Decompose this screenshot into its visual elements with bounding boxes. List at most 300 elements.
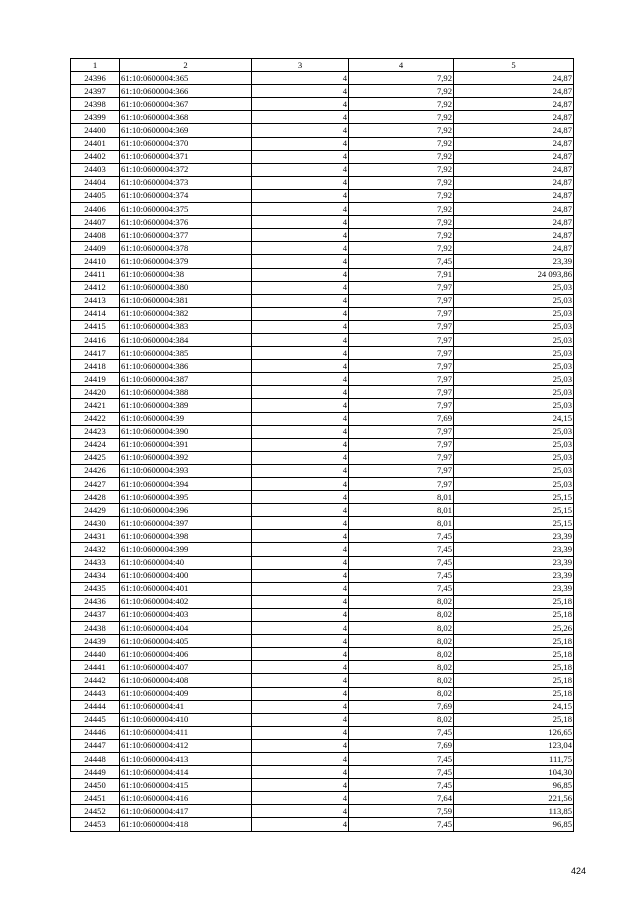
cadastral-number-cell: 61:10:0600004:380 xyxy=(120,281,252,294)
cadastral-number-cell: 61:10:0600004:397 xyxy=(120,517,252,530)
value-cell: 25,03 xyxy=(454,386,574,399)
value-cell: 24,87 xyxy=(454,229,574,242)
rate-cell: 7,92 xyxy=(349,85,454,98)
value-cell: 24,87 xyxy=(454,137,574,150)
rate-cell: 7,97 xyxy=(349,347,454,360)
cadastral-number-cell: 61:10:0600004:369 xyxy=(120,124,252,137)
category-cell: 4 xyxy=(252,373,349,386)
category-cell: 4 xyxy=(252,412,349,425)
category-cell: 4 xyxy=(252,399,349,412)
cadastral-number-cell: 61:10:0600004:409 xyxy=(120,687,252,700)
value-cell: 24,15 xyxy=(454,412,574,425)
row-index-cell: 24416 xyxy=(71,333,120,346)
table-row xyxy=(71,687,574,700)
value-cell: 25,03 xyxy=(454,451,574,464)
rate-cell: 7,97 xyxy=(349,373,454,386)
table-row xyxy=(71,543,574,556)
rate-cell: 7,45 xyxy=(349,543,454,556)
row-index-cell: 24415 xyxy=(71,320,120,333)
table-row xyxy=(71,85,574,98)
value-cell: 24,87 xyxy=(454,85,574,98)
cadastral-number-cell: 61:10:0600004:415 xyxy=(120,779,252,792)
table-row xyxy=(71,582,574,595)
rate-cell: 7,97 xyxy=(349,386,454,399)
table-row xyxy=(71,635,574,648)
category-cell: 4 xyxy=(252,320,349,333)
value-cell: 23,39 xyxy=(454,582,574,595)
category-cell: 4 xyxy=(252,726,349,739)
row-index-cell: 24436 xyxy=(71,595,120,608)
category-cell: 4 xyxy=(252,752,349,765)
rate-cell: 7,92 xyxy=(349,163,454,176)
rate-cell: 7,92 xyxy=(349,176,454,189)
table-row xyxy=(71,569,574,582)
row-index-cell: 24430 xyxy=(71,517,120,530)
cadastral-number-cell: 61:10:0600004:402 xyxy=(120,595,252,608)
value-cell: 126,65 xyxy=(454,726,574,739)
category-cell: 4 xyxy=(252,569,349,582)
row-index-cell: 24403 xyxy=(71,163,120,176)
cadastral-number-cell: 61:10:0600004:389 xyxy=(120,399,252,412)
row-index-cell: 24410 xyxy=(71,255,120,268)
row-index-cell: 24407 xyxy=(71,216,120,229)
table-row xyxy=(71,281,574,294)
category-cell: 4 xyxy=(252,294,349,307)
row-index-cell: 24441 xyxy=(71,661,120,674)
row-index-cell: 24426 xyxy=(71,464,120,477)
category-cell: 4 xyxy=(252,674,349,687)
category-cell: 4 xyxy=(252,203,349,216)
row-index-cell: 24431 xyxy=(71,530,120,543)
table-row xyxy=(71,478,574,491)
rate-cell: 7,92 xyxy=(349,137,454,150)
table-row xyxy=(71,425,574,438)
value-cell: 24,87 xyxy=(454,72,574,85)
table-row xyxy=(71,726,574,739)
category-cell: 4 xyxy=(252,792,349,805)
cadastral-number-cell: 61:10:0600004:378 xyxy=(120,242,252,255)
table-row xyxy=(71,176,574,189)
value-cell: 25,18 xyxy=(454,635,574,648)
row-index-cell: 24452 xyxy=(71,805,120,818)
value-cell: 25,03 xyxy=(454,281,574,294)
category-cell: 4 xyxy=(252,622,349,635)
table-row xyxy=(71,294,574,307)
category-cell: 4 xyxy=(252,242,349,255)
table-header xyxy=(71,59,574,72)
rate-cell: 8,01 xyxy=(349,491,454,504)
table-row xyxy=(71,595,574,608)
category-cell: 4 xyxy=(252,582,349,595)
value-cell: 25,15 xyxy=(454,504,574,517)
row-index-cell: 24453 xyxy=(71,818,120,831)
value-cell: 25,18 xyxy=(454,608,574,621)
cadastral-number-cell: 61:10:0600004:393 xyxy=(120,464,252,477)
data-table xyxy=(70,58,574,832)
table-row xyxy=(71,307,574,320)
rate-cell: 8,02 xyxy=(349,622,454,635)
rate-cell: 7,45 xyxy=(349,726,454,739)
row-index-cell: 24412 xyxy=(71,281,120,294)
category-cell: 4 xyxy=(252,504,349,517)
cadastral-number-cell: 61:10:0600004:38 xyxy=(120,268,252,281)
column-header-1: 1 xyxy=(71,59,120,72)
category-cell: 4 xyxy=(252,595,349,608)
category-cell: 4 xyxy=(252,216,349,229)
cadastral-number-cell: 61:10:0600004:418 xyxy=(120,818,252,831)
row-index-cell: 24449 xyxy=(71,766,120,779)
table-row xyxy=(71,373,574,386)
value-cell: 25,03 xyxy=(454,333,574,346)
row-index-cell: 24425 xyxy=(71,451,120,464)
table-row xyxy=(71,648,574,661)
row-index-cell: 24401 xyxy=(71,137,120,150)
value-cell: 25,18 xyxy=(454,674,574,687)
table-row xyxy=(71,530,574,543)
column-header-4: 4 xyxy=(349,59,454,72)
value-cell: 25,03 xyxy=(454,425,574,438)
rate-cell: 7,97 xyxy=(349,333,454,346)
row-index-cell: 24434 xyxy=(71,569,120,582)
table-row xyxy=(71,229,574,242)
table-row xyxy=(71,818,574,831)
cadastral-number-cell: 61:10:0600004:368 xyxy=(120,111,252,124)
category-cell: 4 xyxy=(252,438,349,451)
value-cell: 24,87 xyxy=(454,242,574,255)
table-body xyxy=(71,72,574,831)
row-index-cell: 24399 xyxy=(71,111,120,124)
cadastral-number-cell: 61:10:0600004:411 xyxy=(120,726,252,739)
value-cell: 23,39 xyxy=(454,255,574,268)
cadastral-number-cell: 61:10:0600004:40 xyxy=(120,556,252,569)
value-cell: 24,87 xyxy=(454,98,574,111)
row-index-cell: 24405 xyxy=(71,189,120,202)
category-cell: 4 xyxy=(252,739,349,752)
category-cell: 4 xyxy=(252,307,349,320)
row-index-cell: 24409 xyxy=(71,242,120,255)
value-cell: 25,03 xyxy=(454,373,574,386)
table-row xyxy=(71,203,574,216)
value-cell: 25,18 xyxy=(454,661,574,674)
column-header-5: 5 xyxy=(454,59,574,72)
category-cell: 4 xyxy=(252,72,349,85)
cadastral-number-cell: 61:10:0600004:404 xyxy=(120,622,252,635)
value-cell: 25,03 xyxy=(454,347,574,360)
cadastral-number-cell: 61:10:0600004:396 xyxy=(120,504,252,517)
category-cell: 4 xyxy=(252,766,349,779)
rate-cell: 7,97 xyxy=(349,320,454,333)
rate-cell: 7,45 xyxy=(349,752,454,765)
value-cell: 25,15 xyxy=(454,491,574,504)
rate-cell: 7,69 xyxy=(349,700,454,713)
row-index-cell: 24414 xyxy=(71,307,120,320)
category-cell: 4 xyxy=(252,347,349,360)
category-cell: 4 xyxy=(252,635,349,648)
category-cell: 4 xyxy=(252,556,349,569)
cadastral-number-cell: 61:10:0600004:399 xyxy=(120,543,252,556)
cadastral-number-cell: 61:10:0600004:416 xyxy=(120,792,252,805)
category-cell: 4 xyxy=(252,805,349,818)
rate-cell: 7,92 xyxy=(349,124,454,137)
row-index-cell: 24435 xyxy=(71,582,120,595)
cadastral-number-cell: 61:10:0600004:39 xyxy=(120,412,252,425)
value-cell: 25,18 xyxy=(454,713,574,726)
table-row xyxy=(71,98,574,111)
table-row xyxy=(71,189,574,202)
cadastral-number-cell: 61:10:0600004:390 xyxy=(120,425,252,438)
cadastral-number-cell: 61:10:0600004:373 xyxy=(120,176,252,189)
rate-cell: 7,97 xyxy=(349,307,454,320)
table-row xyxy=(71,805,574,818)
value-cell: 24,15 xyxy=(454,700,574,713)
cadastral-number-cell: 61:10:0600004:410 xyxy=(120,713,252,726)
value-cell: 25,26 xyxy=(454,622,574,635)
category-cell: 4 xyxy=(252,85,349,98)
category-cell: 4 xyxy=(252,255,349,268)
cadastral-number-cell: 61:10:0600004:365 xyxy=(120,72,252,85)
table-row xyxy=(71,72,574,85)
value-cell: 24,87 xyxy=(454,163,574,176)
row-index-cell: 24396 xyxy=(71,72,120,85)
category-cell: 4 xyxy=(252,137,349,150)
row-index-cell: 24442 xyxy=(71,674,120,687)
category-cell: 4 xyxy=(252,163,349,176)
category-cell: 4 xyxy=(252,268,349,281)
cadastral-number-cell: 61:10:0600004:414 xyxy=(120,766,252,779)
rate-cell: 7,97 xyxy=(349,294,454,307)
rate-cell: 7,92 xyxy=(349,150,454,163)
table-row xyxy=(71,451,574,464)
row-index-cell: 24421 xyxy=(71,399,120,412)
table-row xyxy=(71,700,574,713)
row-index-cell: 24439 xyxy=(71,635,120,648)
rate-cell: 8,01 xyxy=(349,517,454,530)
value-cell: 25,03 xyxy=(454,294,574,307)
value-cell: 25,03 xyxy=(454,464,574,477)
row-index-cell: 24397 xyxy=(71,85,120,98)
value-cell: 24,87 xyxy=(454,216,574,229)
row-index-cell: 24411 xyxy=(71,268,120,281)
value-cell: 25,18 xyxy=(454,687,574,700)
page-number: 424 xyxy=(570,866,586,876)
rate-cell: 8,02 xyxy=(349,608,454,621)
rate-cell: 7,45 xyxy=(349,818,454,831)
row-index-cell: 24437 xyxy=(71,608,120,621)
table-row xyxy=(71,242,574,255)
cadastral-number-cell: 61:10:0600004:405 xyxy=(120,635,252,648)
rate-cell: 8,01 xyxy=(349,504,454,517)
rate-cell: 8,02 xyxy=(349,635,454,648)
cadastral-number-cell: 61:10:0600004:382 xyxy=(120,307,252,320)
rate-cell: 7,45 xyxy=(349,530,454,543)
row-index-cell: 24445 xyxy=(71,713,120,726)
category-cell: 4 xyxy=(252,360,349,373)
table-row xyxy=(71,556,574,569)
rate-cell: 7,45 xyxy=(349,779,454,792)
table-row xyxy=(71,517,574,530)
rate-cell: 7,92 xyxy=(349,72,454,85)
cadastral-number-cell: 61:10:0600004:413 xyxy=(120,752,252,765)
cadastral-number-cell: 61:10:0600004:387 xyxy=(120,373,252,386)
category-cell: 4 xyxy=(252,478,349,491)
category-cell: 4 xyxy=(252,111,349,124)
cadastral-number-cell: 61:10:0600004:394 xyxy=(120,478,252,491)
value-cell: 23,39 xyxy=(454,569,574,582)
column-header-3: 3 xyxy=(252,59,349,72)
cadastral-number-cell: 61:10:0600004:395 xyxy=(120,491,252,504)
row-index-cell: 24417 xyxy=(71,347,120,360)
row-index-cell: 24420 xyxy=(71,386,120,399)
rate-cell: 7,45 xyxy=(349,556,454,569)
table-row xyxy=(71,137,574,150)
table-row xyxy=(71,491,574,504)
rate-cell: 8,02 xyxy=(349,713,454,726)
row-index-cell: 24428 xyxy=(71,491,120,504)
table-row xyxy=(71,504,574,517)
category-cell: 4 xyxy=(252,150,349,163)
rate-cell: 7,92 xyxy=(349,111,454,124)
rate-cell: 7,64 xyxy=(349,792,454,805)
category-cell: 4 xyxy=(252,700,349,713)
table-row xyxy=(71,360,574,373)
table-row xyxy=(71,792,574,805)
rate-cell: 7,69 xyxy=(349,739,454,752)
row-index-cell: 24447 xyxy=(71,739,120,752)
value-cell: 25,03 xyxy=(454,438,574,451)
table-row xyxy=(71,752,574,765)
cadastral-number-cell: 61:10:0600004:403 xyxy=(120,608,252,621)
table-row xyxy=(71,347,574,360)
row-index-cell: 24448 xyxy=(71,752,120,765)
value-cell: 25,03 xyxy=(454,399,574,412)
rate-cell: 8,02 xyxy=(349,648,454,661)
row-index-cell: 24427 xyxy=(71,478,120,491)
rate-cell: 7,97 xyxy=(349,281,454,294)
table-row xyxy=(71,713,574,726)
value-cell: 24,87 xyxy=(454,176,574,189)
cadastral-number-cell: 61:10:0600004:407 xyxy=(120,661,252,674)
value-cell: 111,75 xyxy=(454,752,574,765)
rate-cell: 7,92 xyxy=(349,229,454,242)
table-row xyxy=(71,622,574,635)
cadastral-number-cell: 61:10:0600004:398 xyxy=(120,530,252,543)
value-cell: 24 093,86 xyxy=(454,268,574,281)
table-row xyxy=(71,268,574,281)
category-cell: 4 xyxy=(252,229,349,242)
category-cell: 4 xyxy=(252,451,349,464)
value-cell: 24,87 xyxy=(454,189,574,202)
category-cell: 4 xyxy=(252,425,349,438)
table-row xyxy=(71,661,574,674)
cadastral-number-cell: 61:10:0600004:408 xyxy=(120,674,252,687)
value-cell: 25,03 xyxy=(454,360,574,373)
cadastral-number-cell: 61:10:0600004:41 xyxy=(120,700,252,713)
value-cell: 24,87 xyxy=(454,150,574,163)
category-cell: 4 xyxy=(252,176,349,189)
row-index-cell: 24398 xyxy=(71,98,120,111)
table-row xyxy=(71,739,574,752)
rate-cell: 7,92 xyxy=(349,189,454,202)
category-cell: 4 xyxy=(252,648,349,661)
value-cell: 104,30 xyxy=(454,766,574,779)
rate-cell: 7,92 xyxy=(349,203,454,216)
row-index-cell: 24440 xyxy=(71,648,120,661)
row-index-cell: 24413 xyxy=(71,294,120,307)
category-cell: 4 xyxy=(252,333,349,346)
table-row xyxy=(71,779,574,792)
rate-cell: 8,02 xyxy=(349,661,454,674)
row-index-cell: 24423 xyxy=(71,425,120,438)
cadastral-number-cell: 61:10:0600004:374 xyxy=(120,189,252,202)
table-row xyxy=(71,464,574,477)
rate-cell: 7,45 xyxy=(349,255,454,268)
value-cell: 25,18 xyxy=(454,595,574,608)
value-cell: 113,85 xyxy=(454,805,574,818)
cadastral-number-cell: 61:10:0600004:386 xyxy=(120,360,252,373)
category-cell: 4 xyxy=(252,687,349,700)
cadastral-number-cell: 61:10:0600004:377 xyxy=(120,229,252,242)
table-row xyxy=(71,255,574,268)
table-row xyxy=(71,766,574,779)
category-cell: 4 xyxy=(252,530,349,543)
value-cell: 96,85 xyxy=(454,779,574,792)
rate-cell: 7,97 xyxy=(349,438,454,451)
value-cell: 96,85 xyxy=(454,818,574,831)
value-cell: 23,39 xyxy=(454,556,574,569)
table-row xyxy=(71,320,574,333)
row-index-cell: 24446 xyxy=(71,726,120,739)
cadastral-number-cell: 61:10:0600004:370 xyxy=(120,137,252,150)
row-index-cell: 24424 xyxy=(71,438,120,451)
cadastral-number-cell: 61:10:0600004:379 xyxy=(120,255,252,268)
rate-cell: 7,59 xyxy=(349,805,454,818)
row-index-cell: 24443 xyxy=(71,687,120,700)
category-cell: 4 xyxy=(252,281,349,294)
rate-cell: 8,02 xyxy=(349,687,454,700)
category-cell: 4 xyxy=(252,779,349,792)
rate-cell: 7,97 xyxy=(349,478,454,491)
cadastral-number-cell: 61:10:0600004:376 xyxy=(120,216,252,229)
row-index-cell: 24450 xyxy=(71,779,120,792)
table-row xyxy=(71,333,574,346)
rate-cell: 7,92 xyxy=(349,98,454,111)
rate-cell: 7,45 xyxy=(349,582,454,595)
cadastral-number-cell: 61:10:0600004:391 xyxy=(120,438,252,451)
category-cell: 4 xyxy=(252,543,349,556)
rate-cell: 7,97 xyxy=(349,425,454,438)
category-cell: 4 xyxy=(252,818,349,831)
header-row xyxy=(71,59,574,72)
value-cell: 221,56 xyxy=(454,792,574,805)
category-cell: 4 xyxy=(252,189,349,202)
cadastral-number-cell: 61:10:0600004:406 xyxy=(120,648,252,661)
value-cell: 25,03 xyxy=(454,478,574,491)
table-row xyxy=(71,124,574,137)
cadastral-number-cell: 61:10:0600004:417 xyxy=(120,805,252,818)
rate-cell: 7,97 xyxy=(349,464,454,477)
value-cell: 25,03 xyxy=(454,307,574,320)
value-cell: 25,18 xyxy=(454,648,574,661)
value-cell: 123,04 xyxy=(454,739,574,752)
cadastral-number-cell: 61:10:0600004:392 xyxy=(120,451,252,464)
table-row xyxy=(71,608,574,621)
value-cell: 25,03 xyxy=(454,320,574,333)
row-index-cell: 24400 xyxy=(71,124,120,137)
row-index-cell: 24438 xyxy=(71,622,120,635)
rate-cell: 7,92 xyxy=(349,216,454,229)
value-cell: 24,87 xyxy=(454,124,574,137)
category-cell: 4 xyxy=(252,491,349,504)
